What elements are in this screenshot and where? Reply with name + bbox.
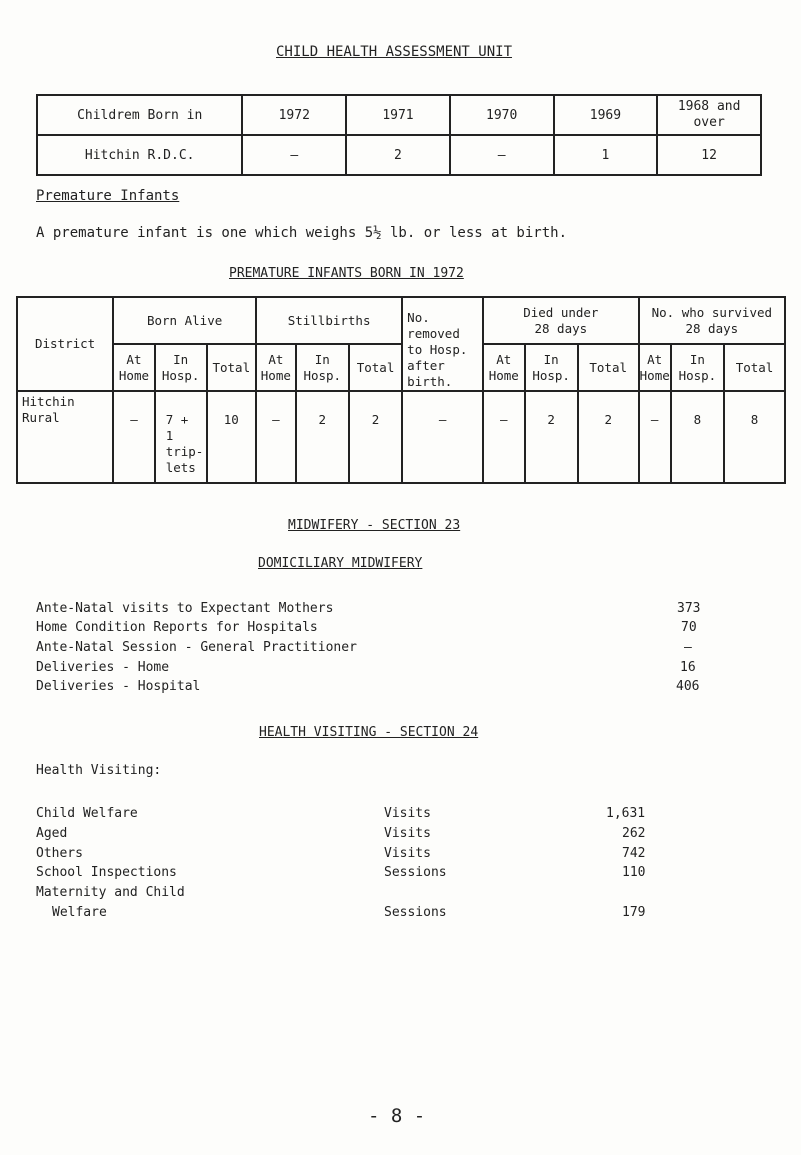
header-cell: 1969 (554, 95, 658, 135)
midwifery-subheading: DOMICILIARY MIDWIFERY (258, 556, 423, 571)
list-item (0, 885, 801, 904)
table-cell: 12 (657, 135, 761, 175)
table-cell: – (639, 391, 671, 483)
header-cell: Childrem Born in (37, 95, 242, 135)
table-header-row (37, 95, 761, 135)
sub-header: In Hosp. (296, 344, 349, 391)
table-cell: – (483, 391, 525, 483)
item-unit: Visits (384, 846, 431, 861)
premature-definition: A premature infant is one which weighs 5½ lb. or less at birth. (36, 225, 568, 241)
table-cell: 2 (349, 391, 402, 483)
item-unit: Visits (384, 826, 431, 841)
item-label: Ante-Natal Session - General Practitioner (36, 640, 357, 655)
list-item (0, 905, 801, 924)
stillbirths-header: Stillbirths (256, 297, 402, 344)
item-value: 179 (622, 905, 646, 920)
item-label: School Inspections (36, 865, 177, 880)
item-value: 406 (676, 679, 700, 694)
item-unit: Visits (384, 806, 431, 821)
premature-table-title: PREMATURE INFANTS BORN IN 1972 (229, 266, 464, 281)
header-cell: 1970 (450, 95, 554, 135)
list-item (0, 806, 801, 825)
health-visiting-heading: HEALTH VISITING - SECTION 24 (259, 725, 479, 740)
item-label: Others (36, 846, 83, 861)
table-cell: – (450, 135, 554, 175)
table-cell: 7 + 1 trip- lets (155, 391, 207, 483)
table-cell: – (242, 135, 346, 175)
sub-header: At Home (639, 344, 671, 391)
header-cell: 1968 and over (657, 95, 761, 135)
page-number: - 8 - (368, 1105, 426, 1127)
removed-header: No. removed to Hosp. after birth. (402, 297, 483, 391)
table-cell: 8 (724, 391, 785, 483)
unit-title: CHILD HEALTH ASSESSMENT UNIT (276, 44, 513, 60)
table-row (37, 135, 761, 175)
table-cell: – (256, 391, 296, 483)
list-item (0, 826, 801, 845)
sub-header: In Hosp. (671, 344, 724, 391)
item-label: Home Condition Reports for Hospitals (36, 620, 318, 635)
item-label: Welfare (52, 905, 107, 920)
item-value: 373 (677, 601, 701, 616)
item-label: Deliveries - Home (36, 660, 170, 675)
health-visiting-subheading: Health Visiting: (36, 763, 162, 778)
item-label: Child Welfare (36, 806, 138, 821)
sub-header: Total (207, 344, 256, 391)
table-row (17, 391, 785, 483)
table-cell: 2 (578, 391, 639, 483)
item-unit: Sessions (384, 905, 447, 920)
sub-header: Total (578, 344, 639, 391)
district-cell: Hitchin Rural (17, 391, 113, 483)
sub-header: At Home (256, 344, 296, 391)
table-header-row (17, 297, 785, 344)
table-cell: 1 (554, 135, 658, 175)
item-value: 70 (681, 620, 697, 635)
item-value: 110 (622, 865, 646, 880)
table-cell: 2 (296, 391, 349, 483)
list-item (0, 846, 801, 865)
table-cell: 2 (525, 391, 578, 483)
sub-header: Total (349, 344, 402, 391)
header-cell: 1971 (346, 95, 450, 135)
list-item (0, 679, 801, 698)
district-header: District (17, 297, 113, 391)
table-cell: Hitchin R.D.C. (37, 135, 242, 175)
table-cell: 10 (207, 391, 256, 483)
sub-header: At Home (113, 344, 155, 391)
midwifery-heading: MIDWIFERY - SECTION 23 (288, 518, 461, 533)
list-item (0, 620, 801, 639)
sub-header: At Home (483, 344, 525, 391)
sub-header: In Hosp. (155, 344, 207, 391)
premature-table (16, 296, 786, 484)
item-value: 742 (622, 846, 646, 861)
list-item (0, 601, 801, 620)
table-subheader-row (17, 344, 785, 391)
item-value: 262 (622, 826, 646, 841)
item-value: 1,631 (606, 806, 646, 821)
sub-header: Total (724, 344, 785, 391)
item-value: 16 (680, 660, 696, 675)
table-cell: 2 (346, 135, 450, 175)
item-label: Deliveries - Hospital (36, 679, 201, 694)
born-alive-header: Born Alive (113, 297, 256, 344)
item-label: Maternity and Child (36, 885, 185, 900)
item-unit: Sessions (384, 865, 447, 880)
table-cell: – (402, 391, 483, 483)
item-label: Aged (36, 826, 68, 841)
item-label: Ante-Natal visits to Expectant Mothers (36, 601, 334, 616)
item-value: – (684, 640, 692, 655)
sub-header: In Hosp. (525, 344, 578, 391)
table-cell: – (113, 391, 155, 483)
list-item (0, 660, 801, 679)
table-cell: 8 (671, 391, 724, 483)
list-item (0, 865, 801, 884)
list-item (0, 640, 801, 659)
died-header: Died under 28 days (483, 297, 639, 344)
survived-header: No. who survived 28 days (639, 297, 785, 344)
born-in-table (36, 94, 762, 176)
header-cell: 1972 (242, 95, 346, 135)
premature-heading: Premature Infants (36, 188, 180, 204)
